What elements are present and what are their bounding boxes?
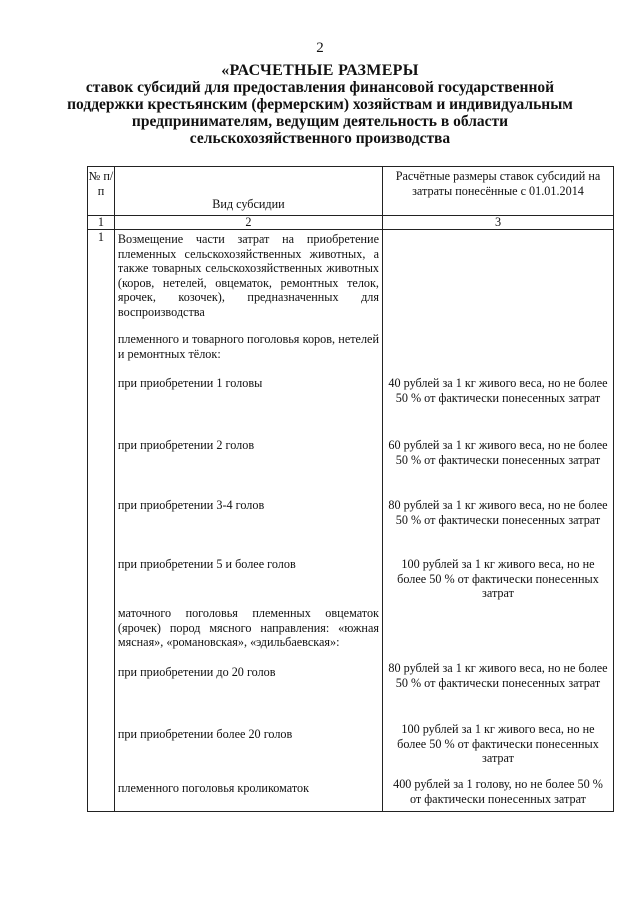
- table-row: [88, 230, 614, 812]
- rate-value: 80 рублей за 1 кг живого веса, но не более 50 % от фактически понесенных затрат: [388, 498, 608, 527]
- rates-cell: [382, 230, 613, 812]
- row-number: 1: [88, 230, 115, 812]
- item-label: при приобретении 5 и более голов: [117, 557, 296, 571]
- column-number: 2: [114, 216, 382, 230]
- title-line: ставок субсидий для предоставления финансовой государственной: [85, 79, 555, 96]
- page-number: 2: [316, 40, 324, 56]
- rates-spacer: [387, 230, 609, 376]
- title-line: предпринимателям, ведущим деятельность в области: [131, 113, 509, 130]
- title-line: сельскохозяйственного производства: [189, 130, 451, 147]
- subsidy-rates-table: [87, 166, 614, 812]
- rate-value: 400 рублей за 1 голову, но не более 50 % от фактически понесенных затрат: [393, 777, 603, 806]
- title-main: «РАСЧЕТНЫЕ РАЗМЕРЫ: [221, 62, 419, 79]
- title-line: поддержки крестьянским (фермерским) хозяйствам и индивидуальным: [67, 96, 573, 113]
- rates-spacer: [387, 614, 609, 661]
- item-label: при приобретении 3-4 голов: [117, 498, 265, 512]
- item-label: при приобретении 1 головы: [117, 376, 263, 390]
- column-number: 1: [88, 216, 115, 230]
- rate-value: 80 рублей за 1 кг живого веса, но не более 50 % от фактически понесенных затрат: [388, 661, 608, 690]
- document-title: [60, 62, 580, 147]
- header-number: № п/п: [88, 167, 115, 216]
- item-label: племенного поголовья кроликоматок: [117, 781, 310, 795]
- row-intro: Возмещение части затрат на приобретение племенных сельскохозяйственных животных, а также товарных сельскохозяйственных животных (коров, нетелей, овцематок, ремонтных телок, ярочек, козочек), предназначенных для воспроизводства: [117, 232, 379, 319]
- header-subsidy-type: Вид субсидии: [114, 167, 382, 216]
- item-label: при приобретении более 20 голов: [117, 727, 293, 741]
- column-number: 3: [382, 216, 613, 230]
- rate-value: 100 рублей за 1 кг живого веса, но не более 50 % от фактически понесенных затрат: [397, 722, 599, 765]
- table-header-row: [88, 167, 614, 216]
- group-heading: маточного поголовья племенных овцематок (ярочек) пород мясного направления: «южная мясная», «романовская», «эдильбаевская»:: [117, 606, 379, 649]
- column-number-row: [88, 216, 614, 230]
- rate-value: 60 рублей за 1 кг живого веса, но не более 50 % от фактически понесенных затрат: [388, 438, 608, 467]
- header-rates: Расчётные размеры ставок субсидий на затраты понесённые с 01.01.2014: [382, 167, 613, 216]
- group-heading: племенного и товарного поголовья коров, нетелей и ремонтных тёлок:: [117, 332, 379, 361]
- item-label: при приобретении 2 голов: [117, 438, 255, 452]
- item-label: при приобретении до 20 голов: [117, 665, 276, 679]
- rate-value: 40 рублей за 1 кг живого веса, но не более 50 % от фактически понесенных затрат: [388, 376, 608, 405]
- subsidy-type-cell: [114, 230, 382, 812]
- rate-value: 100 рублей за 1 кг живого веса, но не более 50 % от фактически понесенных затрат: [397, 557, 599, 600]
